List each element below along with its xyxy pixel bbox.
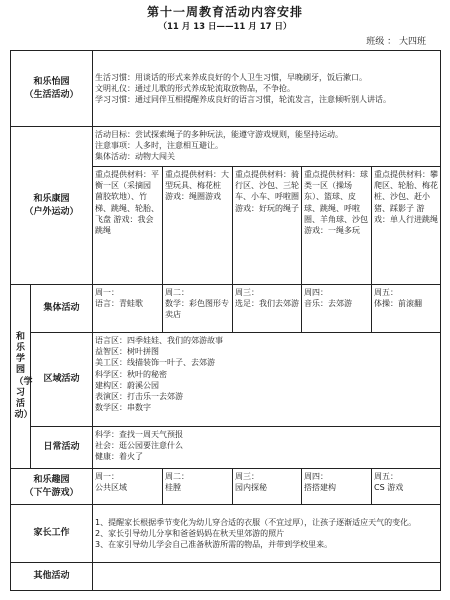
life-name: 和乐怡园	[33, 77, 70, 88]
games-name: 和乐趣园	[33, 475, 70, 486]
group-header: 集体活动	[31, 285, 93, 333]
other-header: 其他活动	[11, 563, 93, 591]
day-label: 周三：	[235, 472, 260, 481]
area-header: 区域活动	[31, 333, 93, 427]
group-day-content: 体操：前滚翻	[374, 299, 423, 309]
area-line: 益智区：树叶拼图	[95, 347, 160, 357]
day-label: 周三：	[235, 288, 260, 297]
day-label: 周二：	[165, 472, 190, 481]
area-line: 语言区：四季娃娃、我们的郊游故事	[95, 336, 224, 345]
parents-line: 1、提醒家长根据季节变化为幼儿穿合适的衣服（不宜过厚），让孩子逐渐适应天气的变化。	[95, 517, 417, 527]
outdoor-sub: （户外运动）	[24, 206, 79, 217]
games-day-content: 搭搭建构	[304, 483, 337, 493]
outdoor-goal-line: 活动目标：尝试探索绳子的多种玩法，能遵守游戏规则，能坚持运动。	[95, 130, 344, 139]
class-label: 班级 ：	[366, 37, 397, 47]
day-label: 周四：	[304, 288, 329, 297]
daily-line: 科学：查找一周天气预报	[95, 430, 184, 439]
parents-header: 家长工作	[11, 505, 93, 563]
life-sub: （生活活动）	[24, 89, 79, 100]
day-label: 周四：	[304, 472, 329, 481]
group-day-content: 音乐：去郊游	[304, 299, 353, 309]
games-day-content: CS 游戏	[374, 483, 404, 493]
games-day-cell	[302, 469, 372, 505]
row-games	[11, 469, 441, 505]
row-other	[11, 563, 441, 591]
row-area-activity	[11, 333, 441, 427]
outdoor-goal-line: 集体活动：动物大闯关	[95, 152, 176, 162]
outdoor-goals	[93, 127, 441, 167]
group-day-cell	[233, 285, 302, 333]
area-line: 建构区：蔚溪公园	[95, 380, 160, 390]
life-line: 学习习惯：通过同伴互相提醒养成良好的语言习惯，轮流发言，注意倾听别人讲话。	[95, 95, 392, 105]
group-day-cell	[302, 285, 372, 333]
day-label: 周二：	[165, 288, 190, 297]
games-day-content: 公共区域	[95, 483, 128, 493]
area-line: 数学区：串数字	[95, 403, 152, 413]
day-label: 周五：	[374, 288, 399, 297]
outdoor-day-cell: 重点提供材料：骑行区、沙包、三轮车、小车、呼啦圈 游戏：好玩的绳子	[233, 167, 302, 285]
day-label: 周五：	[374, 472, 399, 481]
outdoor-day-cell: 重点提供材料：攀爬区、轮胎、梅花桩、沙包、赶小猪、踩影子 游戏：单人行进跳绳	[372, 167, 441, 285]
row-life	[11, 51, 441, 127]
life-content	[93, 51, 441, 127]
games-sub: （下午游戏）	[24, 487, 79, 498]
parents-line: 3、在家引导幼儿学会自己准备秋游所需的物品，并带到学校里来。	[95, 540, 333, 550]
date-range: （11 月 13 日——11 月 17 日）	[158, 22, 292, 32]
group-day-cell	[93, 285, 163, 333]
schedule-table	[10, 50, 441, 591]
games-day-cell	[233, 469, 302, 505]
outdoor-day-cell: 重点提供材料：大型玩具、梅花桩 游戏：绳圈游戏	[163, 167, 233, 285]
day-label: 周一：	[95, 472, 120, 481]
life-line: 文明礼仪：通过儿歌的形式养成轮流取放物品，不争抢。	[95, 83, 296, 93]
games-day-content: 园内探秘	[235, 483, 268, 493]
area-line: 科学区：秋叶的秘密	[95, 369, 168, 379]
page-title: 第十一周教育活动内容安排	[146, 5, 303, 19]
row-outdoor-goals	[11, 127, 441, 167]
outdoor-name: 和乐康园	[33, 194, 70, 205]
outdoor-day-cell: 重点提供材料：平衡一区（采摘园 菌胶软地）、竹梯、跳绳、轮胎、飞盘 游戏：我会跳绳	[93, 167, 163, 285]
area-line: 美工区：线描装饰一叶子、去郊游	[95, 358, 216, 368]
daily-line: 健康：着火了	[95, 452, 144, 462]
outdoor-goal-line: 注意事项：人多时，注意相互避让。	[95, 141, 224, 151]
row-group-activity	[11, 285, 441, 333]
life-header	[11, 51, 93, 127]
day-label: 周一：	[95, 288, 120, 297]
class-line	[10, 34, 440, 50]
group-day-content: 数学：彩色图形专卖店	[165, 299, 230, 320]
row-parents	[11, 505, 441, 563]
games-day-cell	[163, 469, 233, 505]
outdoor-day-cell: 重点提供材料：球类一区（操场东）、篮球、皮球、跳绳、呼啦圈、羊角球、沙包 游戏：一绳多玩	[302, 167, 372, 285]
row-daily-activity	[11, 427, 441, 469]
group-day-cell	[163, 285, 233, 333]
daily-content	[93, 427, 441, 469]
class-name: 大四班	[398, 37, 426, 47]
parents-content	[93, 505, 441, 563]
daily-header: 日常活动	[31, 427, 93, 469]
group-day-content: 选足：我们去郊游	[235, 299, 300, 309]
learning-header	[11, 285, 31, 469]
other-content	[93, 563, 441, 591]
learning-name: 和乐学园（学习活动）	[14, 331, 33, 421]
games-day-cell	[93, 469, 163, 505]
area-content	[93, 333, 441, 427]
group-day-cell	[372, 285, 441, 333]
games-day-content: 桂膛	[165, 483, 182, 493]
games-day-cell	[372, 469, 441, 505]
outdoor-header	[11, 127, 93, 285]
life-line: 生活习惯：用谈话的形式来养成良好的个人卫生习惯，早晚刷牙，饭后漱口。	[95, 72, 368, 82]
parents-line: 2、家长引导幼儿分享和爸爸妈妈在秋天里郊游的照片	[95, 528, 285, 538]
group-day-content: 语言：青蛙歌	[95, 299, 144, 309]
area-line: 表演区：打击乐一去郊游	[95, 391, 184, 401]
daily-line: 社会：逛公园要注意什么	[95, 441, 184, 451]
games-header	[11, 469, 93, 505]
